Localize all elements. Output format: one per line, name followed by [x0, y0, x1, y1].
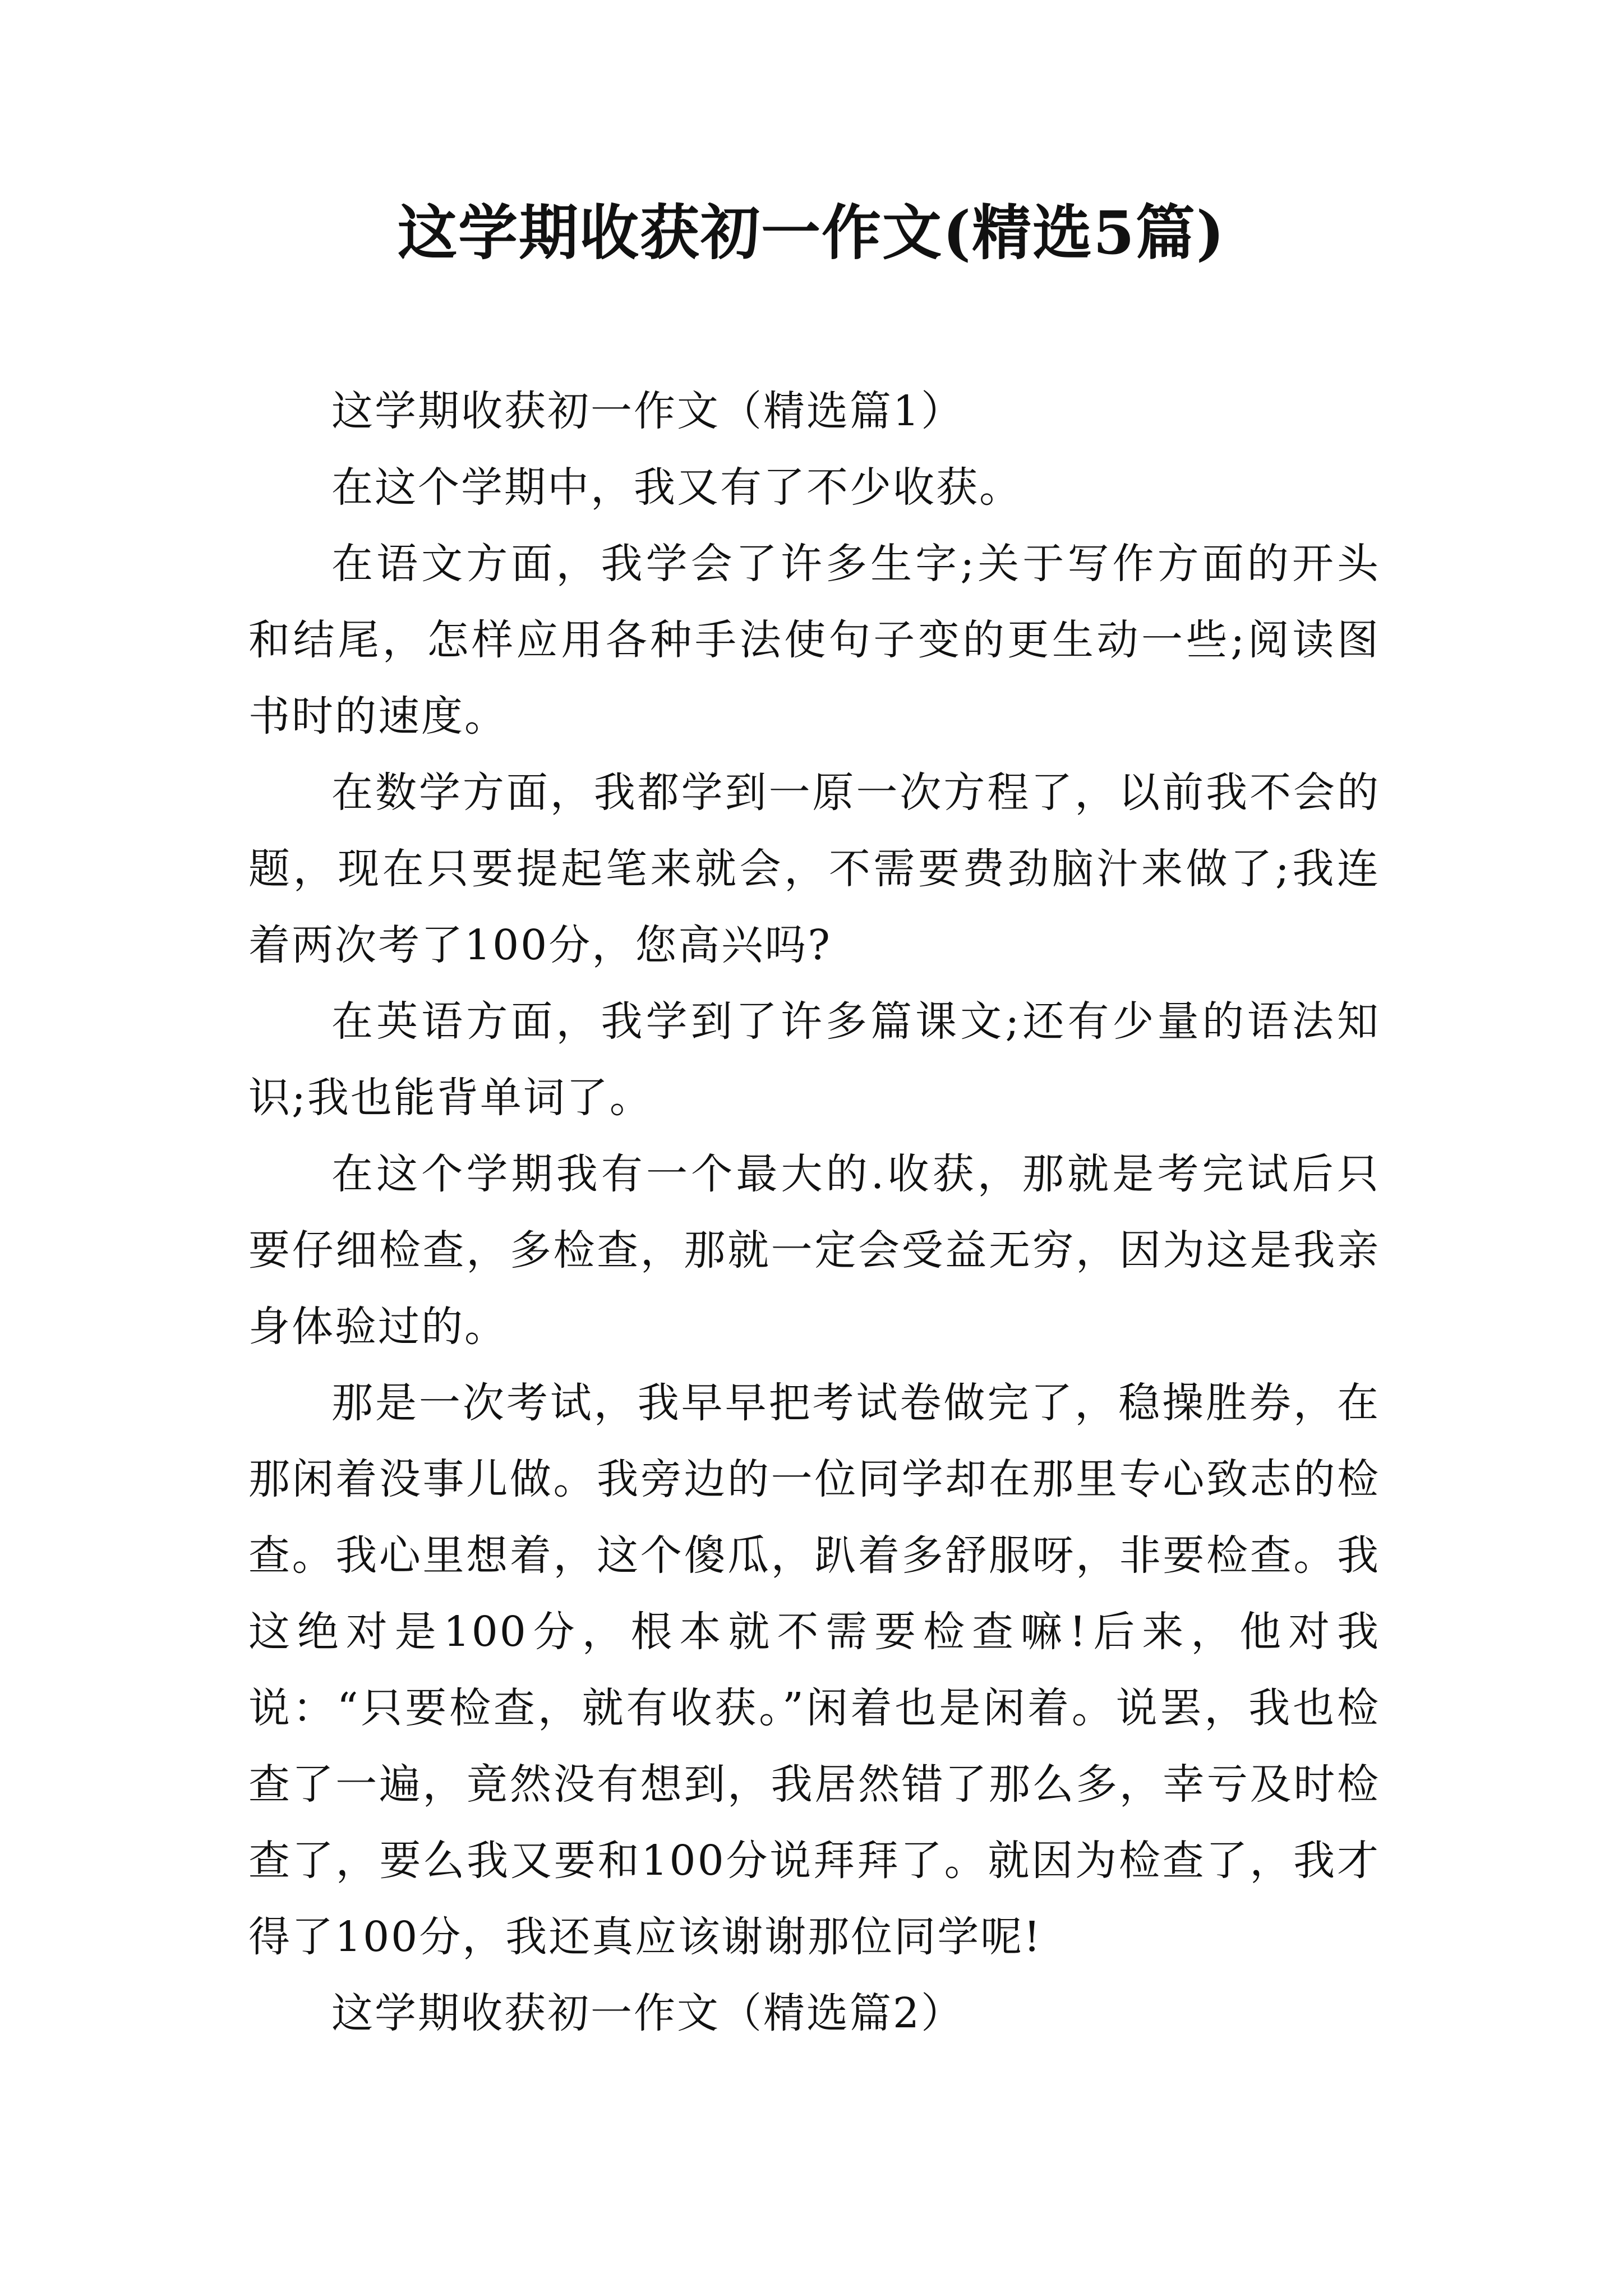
section-heading-2: 这学期收获初一作文（精选篇2）	[331, 1989, 965, 2037]
paragraph: 在数学方面，我都学到一原一次方程了，以前我不会的题，现在只要提起笔来就会，不需要费劲脑汁来做了;我连着两次考了100分，您高兴吗?	[248, 769, 1380, 969]
paragraph: 在英语方面，我学到了许多篇课文;还有少量的语法知识;我也能背单词了。	[248, 997, 1380, 1122]
document-title: 这学期收获初一作文(精选5篇)	[397, 197, 1226, 268]
document-body	[248, 373, 1380, 2051]
paragraph: 在这个学期我有一个最大的.收获，那就是考完试后只要仔细检查，多检查，那就一定会受益无穷，因为这是我亲身体验过的。	[248, 1150, 1380, 1351]
paragraph: 那是一次考试，我早早把考试卷做完了，稳操胜券，在那闲着没事儿做。我旁边的一位同学却在那里专心致志的检查。我心里想着，这个傻瓜，趴着多舒服呀，非要检查。我这绝对是100分，根本就不需要检查嘛!后来，他对我说：“只要检查，就有收获。”闲着也是闲着。说罢，我也检查了一遍，竟然没有想到，我居然错了那么多，幸亏及时检查了，要么我又要和100分说拜拜了。就因为检查了，我才得了100分，我还真应该谢谢那位同学呢!	[248, 1379, 1380, 1961]
section-heading-1: 这学期收获初一作文（精选篇1）	[331, 387, 965, 435]
paragraph: 在这个学期中，我又有了不少收获。	[331, 463, 1022, 512]
paragraph: 在语文方面，我学会了许多生字;关于写作方面的开头和结尾，怎样应用各种手法使句子变的更生动一些;阅读图书时的速度。	[248, 540, 1380, 740]
